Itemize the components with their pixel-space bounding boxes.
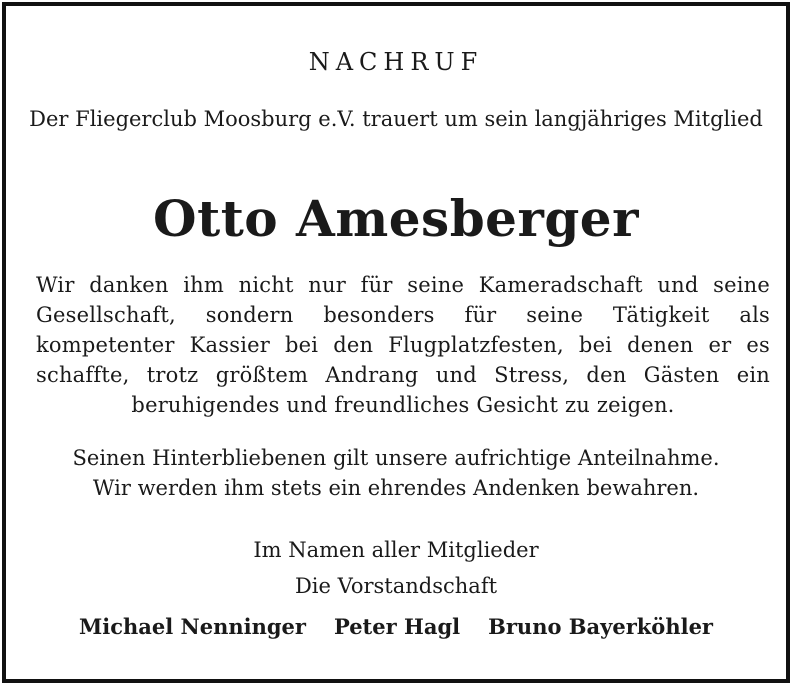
signatory-name: Bruno Bayerköhler: [488, 614, 713, 639]
condolence-line: Seinen Hinterbliebenen gilt unsere aufrichtige Anteilnahme.: [72, 446, 720, 470]
tribute-paragraph: Wir danken ihm nicht nur für seine Kameradschaft und seine Gesellschaft, sondern besonders für seine Tätigkeit als kompetenter Kassier bei den Flugplatzfesten, bei denen er es schaffte, trotz größtem Andrang und Stress, den Gästen ein beruhigendes und freundliches Gesicht zu zeigen.: [36, 273, 770, 417]
deceased-name: Otto Amesberger: [153, 189, 639, 248]
signatory-name: Peter Hagl: [333, 614, 461, 639]
obituary-notice: [2, 2, 790, 683]
intro-text: Der Fliegerclub Moosburg e.V. trauert um sein langjähriges Mitglied: [29, 107, 763, 131]
notice-heading: NACHRUF: [308, 48, 484, 76]
signatory-name: Michael Nenninger: [78, 614, 306, 639]
closing-signoff: Die Vorstandschaft: [294, 574, 498, 598]
condolence-line: Wir werden ihm stets ein ehrendes Andenken bewahren.: [92, 476, 700, 500]
signatory-list: [6, 613, 786, 641]
condolence-paragraph: [24, 443, 768, 503]
closing-line: Im Namen aller Mitglieder: [253, 538, 539, 562]
